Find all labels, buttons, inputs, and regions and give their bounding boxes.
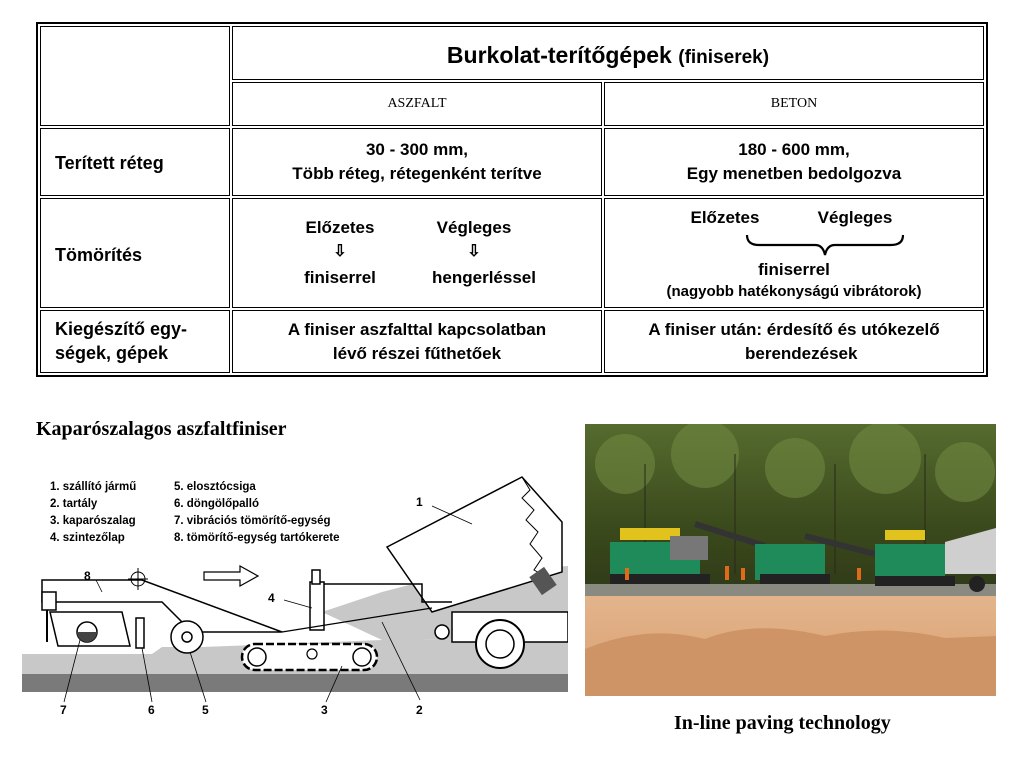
comparison-table (36, 22, 988, 377)
machine-roof (885, 530, 925, 540)
track-roller (307, 649, 317, 659)
row-label-extras: ségek, gépek (55, 343, 169, 363)
curly-brace-icon (745, 233, 905, 257)
cell-extras-concrete (604, 310, 984, 373)
paver-diagram (22, 462, 568, 724)
table-title-sub: (finiserek) (678, 47, 770, 68)
legend-item: 5. elosztócsiga (174, 481, 256, 493)
legend-item: 4. szintezőlap (50, 532, 125, 544)
text-line: 180 - 600 mm, (738, 140, 850, 159)
row-label-compaction: Tömörítés (55, 245, 143, 265)
cell-extras-asphalt (232, 310, 602, 373)
text-line: berendezések (745, 344, 858, 363)
text-line: lévő részei fűthetőek (332, 344, 502, 363)
text-pre-compaction: Előzetes (305, 218, 375, 237)
col-header-concrete-label: BETON (770, 96, 818, 111)
frame-block (42, 592, 56, 610)
track-wheel (248, 648, 266, 666)
col-header-concrete (604, 82, 984, 126)
direction-arrow-icon (204, 566, 258, 586)
push-roller (435, 625, 449, 639)
text-line: 30 - 300 mm, (365, 140, 469, 159)
part-number: 5 (202, 703, 209, 717)
col-header-asphalt-label: ASZFALT (387, 96, 447, 111)
row-label-cell (40, 128, 230, 196)
table-title (233, 41, 983, 72)
sand-mounds (585, 628, 996, 696)
part-number: 8 (84, 569, 91, 583)
paving-photo (585, 424, 996, 696)
row-label-extras: Kiegészítő egy- (55, 319, 188, 339)
cell-compaction-concrete (604, 198, 984, 308)
text-line: A finiser után: érdesítő és utókezelő (648, 320, 940, 339)
track-wheel (353, 648, 371, 666)
part-number: 3 (321, 703, 328, 717)
part-number: 1 (416, 495, 423, 509)
auger-hub (182, 632, 192, 642)
part-number: 6 (148, 703, 155, 717)
machine-hopper (670, 536, 708, 560)
truck-hub (486, 630, 514, 658)
cell-compaction-asphalt (232, 198, 602, 308)
down-arrow-icon: ⇩ (333, 243, 347, 260)
legend-item: 7. vibrációs tömörítő-egység (174, 515, 331, 527)
cell-layer-asphalt (232, 128, 602, 196)
photo-caption: In-line paving technology (674, 712, 891, 734)
text-final-compaction: Végleges (436, 218, 512, 237)
col-header-asphalt (232, 82, 602, 126)
text-line: Egy menetben bedolgozva (686, 164, 902, 183)
machine-track (875, 576, 955, 586)
legend-item: 6. döngölőpalló (174, 498, 259, 510)
row-label-cell (40, 310, 230, 373)
text-final-compaction: Végleges (817, 208, 893, 227)
cell-layer-concrete (604, 128, 984, 196)
text-pre-method: finiserrel (304, 268, 376, 287)
road-surface (585, 584, 996, 598)
table-title-main: Burkolat-terítőgépek (446, 42, 672, 68)
down-arrow-icon: ⇩ (467, 243, 481, 260)
truck-wheel (969, 576, 985, 592)
text-concrete-method: finiserrel (758, 260, 830, 279)
text-line: Több réteg, rétegenként terítve (292, 164, 542, 183)
text-pre-compaction: Előzetes (690, 208, 760, 227)
text-line: A finiser aszfalttal kapcsolatban (287, 320, 547, 339)
text-final-method: hengerléssel (432, 268, 536, 287)
leveling-top (312, 570, 320, 584)
table-title-cell (232, 26, 984, 80)
leveling-plate (310, 582, 324, 630)
part-number: 4 (268, 591, 275, 605)
table-corner-cell (40, 26, 230, 126)
row-label-cell (40, 198, 230, 308)
part-number: 2 (416, 703, 423, 717)
ground-base (22, 674, 568, 692)
legend-item: 8. tömörítő-egység tartókerete (174, 532, 340, 544)
legend-item: 2. tartály (50, 498, 98, 510)
diagram-caption: Kaparószalagos aszfaltfiniser (36, 418, 287, 440)
tamper-bar (136, 618, 144, 648)
legend-item: 3. kaparószalag (50, 515, 136, 527)
legend-item: 1. szállító jármű (50, 481, 137, 493)
row-label-layer: Terített réteg (55, 153, 164, 173)
part-number: 7 (60, 703, 67, 717)
text-concrete-note: (nagyobb hatékonyságú vibrátorok) (666, 283, 922, 300)
machine-track (760, 574, 830, 584)
